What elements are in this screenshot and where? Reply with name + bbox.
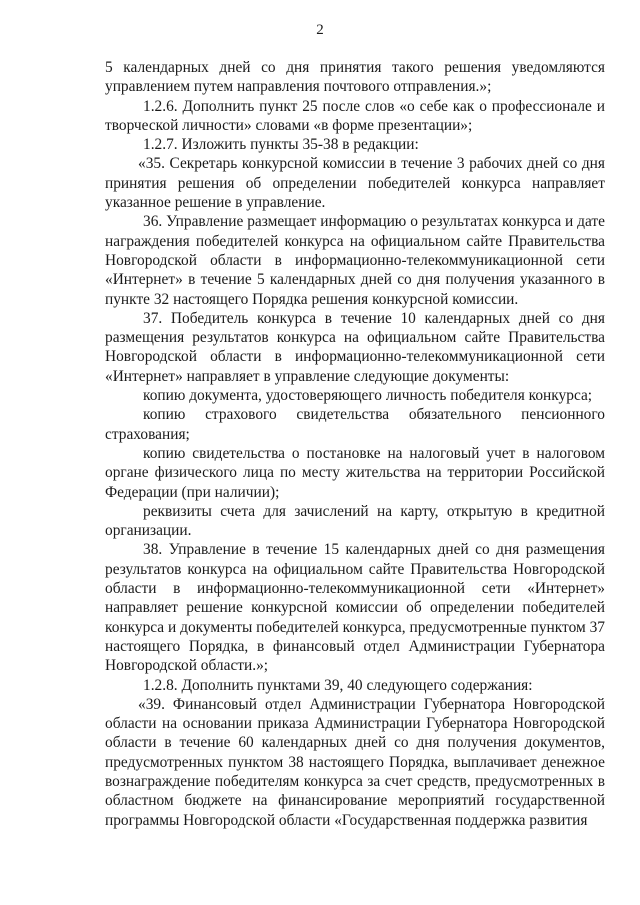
paragraph-doc-insurance: копию страхового свидетельства обязательного пенсионного страхования; [105,406,605,443]
page-number: 2 [316,22,324,38]
paragraph-item-37: 37. Победитель конкурса в течение 10 календарных дней со дня размещения результатов конкурса на официальном сайте Правительства Новгородской области в информационно-телекоммуникационной сети «Интернет» направляет в управление следующие документы: [105,309,605,385]
paragraph-1-2-6: 1.2.6. Дополнить пункт 25 после слов «о себе как о профессионале и творческой личности» словами «в форме презентации»; [105,97,605,134]
paragraph-doc-bank: реквизиты счета для зачислений на карту, открытую в кредитной организации. [105,502,605,540]
paragraph-1-2-7: 1.2.7. Изложить пункты 35-38 в редакции: [143,136,419,154]
paragraph-item-36: 36. Управление размещает информацию о результатах конкурса и дате награждения победителей конкурса на официальном сайте Правительства Новгородской области в информационно-телекоммуникационной сети «Интернет» в течение 5 календарных дней со дня получения указанного в пункте 32 настоящего Порядка решения конкурсной комиссии. [105,213,605,308]
paragraph-doc-tax: копию свидетельства о постановке на налоговый учет в налоговом органе физического лица по месту жительства на территории Российской Федерации (при наличии); [105,444,605,501]
paragraph-item-39: «39. Финансовый отдел Администрации Губернатора Новгородской области на основании приказа Администрации Губернатора Новгородской области в течение 60 календарных дней со дня получения документов, предусмотренных пунктом 38 настоящего Порядка, выплачивает денежное вознаграждение победителям конкурса за счет средств, предусмотренных в областном бюджете на финансирование мероприятий государственной программы Новгородской области «Государственная поддержка развития [105,695,605,829]
paragraph-1-2-8: 1.2.8. Дополнить пунктами 39, 40 следующего содержания: [143,676,533,694]
paragraph-item-35: «35. Секретарь конкурсной комиссии в течение 3 рабочих дней со дня принятия решения об определении победителей конкурса направляет указанное решение в управление. [105,155,605,212]
paragraph-continuation: 5 календарных дней со дня принятия такого решения уведомляются управлением путем направления почтового отправления.»; [105,59,605,96]
paragraph-item-38: 38. Управление в течение 15 календарных дней со дня размещения результатов конкурса на официальном сайте Правительства Новгородской области в информационно-телекоммуникационной сети «Интернет» направляет решение конкурсной комиссии об определении победителей конкурса и документы победителей конкурса, предусмотренные пунктом 37 настоящего Порядка, в финансовый отдел Администрации Губернатора Новгородской области.»; [105,541,605,675]
paragraph-doc-identity: копию документа, удостоверяющего личность победителя конкурса; [143,387,593,405]
document-body [105,58,605,830]
